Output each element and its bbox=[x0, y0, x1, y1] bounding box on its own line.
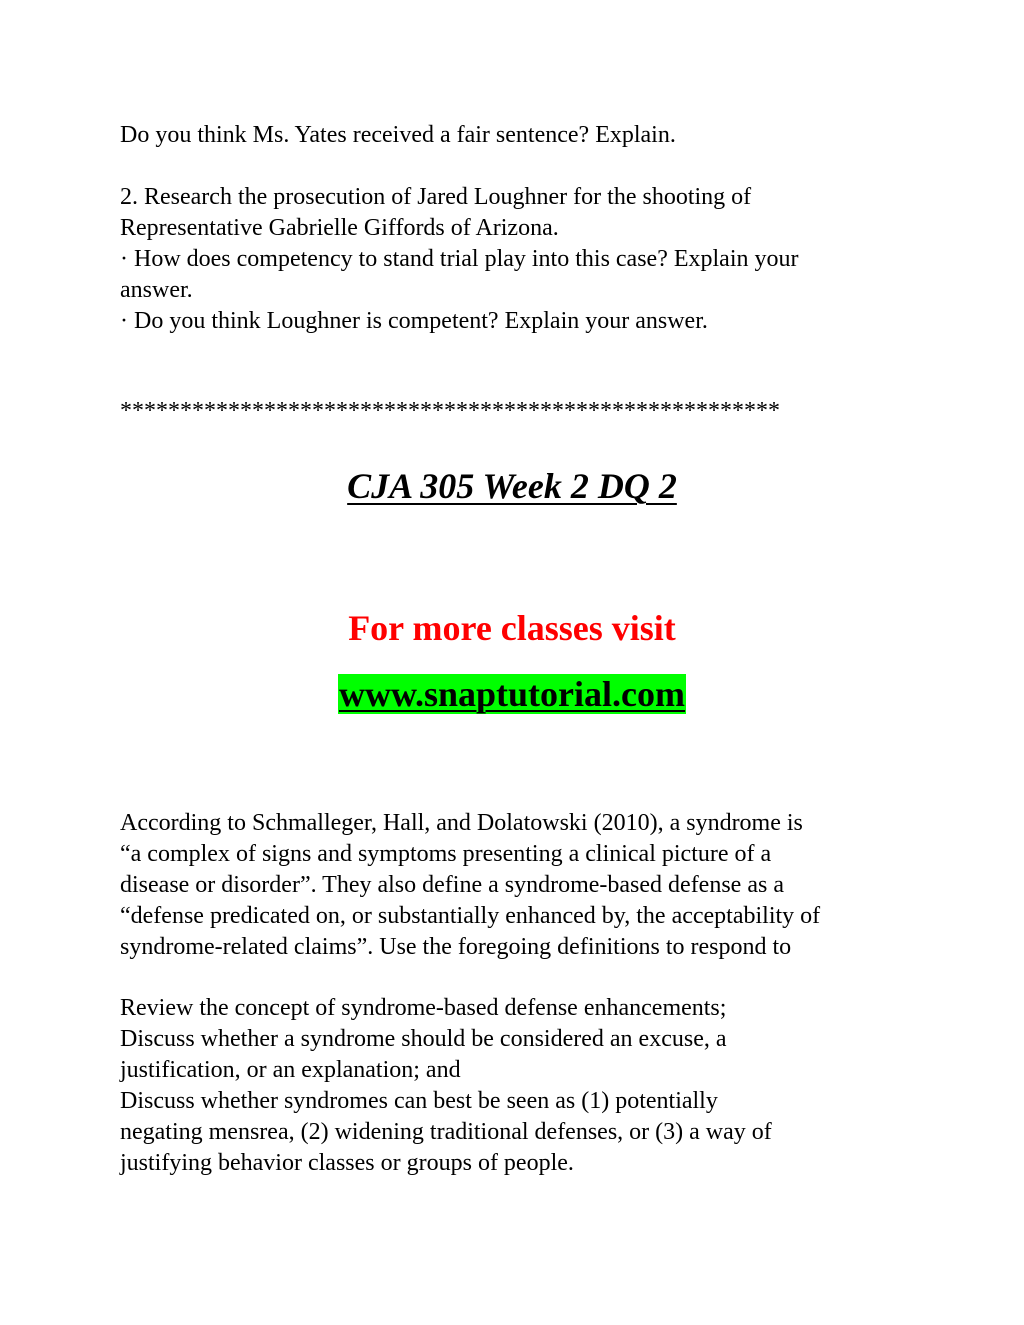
bullet1-line2: answer. bbox=[120, 277, 193, 303]
para1-line5: syndrome-related claims”. Use the foregoing definitions to respond to bbox=[120, 934, 792, 960]
para1-line3: disease or disorder”. They also define a syndrome-based defense as a bbox=[120, 872, 784, 898]
para1-line2: “a complex of signs and symptoms presenting a clinical picture of a bbox=[120, 841, 772, 867]
para1-line4: “defense predicated on, or substantially enhanced by, the acceptability of bbox=[120, 903, 821, 929]
bullet2: · Do you think Loughner is competent? Explain your answer. bbox=[120, 308, 708, 334]
para2-line1: Review the concept of syndrome-based defense enhancements; bbox=[120, 995, 727, 1021]
para2-line4: Discuss whether syndromes can best be seen as (1) potentially bbox=[120, 1088, 718, 1114]
item2-line2: Representative Gabrielle Giffords of Arizona. bbox=[120, 215, 559, 241]
para2-line3: justification, or an explanation; and bbox=[120, 1057, 461, 1083]
para2-line6: justifying behavior classes or groups of people. bbox=[120, 1150, 574, 1176]
para2-line5: negating mensrea, (2) widening traditional defenses, or (3) a way of bbox=[120, 1119, 772, 1145]
item2-line1: 2. Research the prosecution of Jared Loughner for the shooting of bbox=[120, 184, 752, 210]
separator-stars: ******************************************************* bbox=[120, 398, 780, 424]
yates-question: Do you think Ms. Yates received a fair sentence? Explain. bbox=[120, 122, 676, 148]
para1-line1: According to Schmalleger, Hall, and Dolatowski (2010), a syndrome is bbox=[120, 810, 803, 836]
promo-text: For more classes visit bbox=[348, 608, 676, 648]
site-link-wrap bbox=[0, 672, 1024, 716]
snaptutorial-link[interactable]: www.snaptutorial.com bbox=[338, 674, 685, 714]
para2-line2: Discuss whether a syndrome should be considered an excuse, a bbox=[120, 1026, 727, 1052]
bullet1-line1: · How does competency to stand trial play into this case? Explain your bbox=[120, 246, 799, 272]
course-title: CJA 305 Week 2 DQ 2 bbox=[347, 466, 677, 506]
